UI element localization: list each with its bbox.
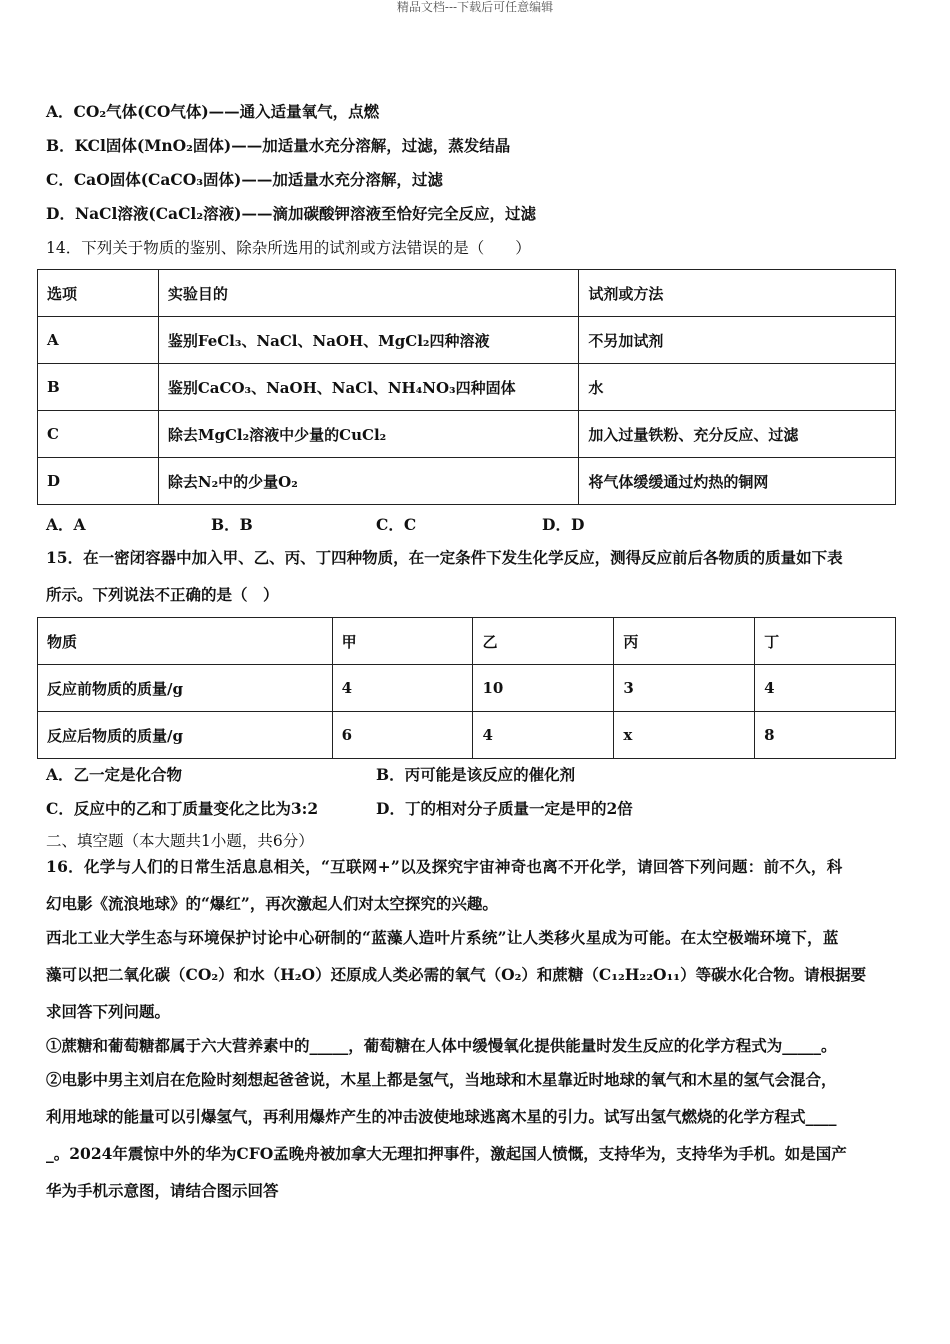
q15-options-row1 (46, 763, 896, 785)
table-header-cell: 实验目的 (158, 270, 579, 317)
q16-line8: 利用地球的能量可以引爆氢气，再利用爆炸产生的冲击波使地球逃离木星的引力。试写出氢气燃烧的化学方程式____ (46, 1107, 837, 1126)
table-cell: C (38, 411, 159, 458)
table-cell: 6 (332, 712, 473, 759)
table-cell: 10 (473, 665, 614, 712)
q13-option-d: D．NaCl溶液(CaCl₂溶液)——滴加碳酸钾溶液至恰好完全反应，过滤 (46, 204, 536, 223)
q16-line2: 幻电影《流浪地球》的“爆红”，再次激起人们对太空探究的兴趣。 (46, 894, 498, 913)
table-cell: 反应前物质的质量/g (38, 665, 333, 712)
q15-option-a: A．乙一定是化合物 (46, 765, 183, 784)
q14-option-d: D．D (542, 515, 585, 534)
table-row (38, 665, 896, 712)
q15-stem-line2: 所示。下列说法不正确的是（ ） (46, 585, 279, 604)
table-row (38, 712, 896, 759)
q15-option-d: D．丁的相对分子质量一定是甲的2倍 (376, 799, 633, 818)
q16-line5: 求回答下列问题。 (46, 1002, 171, 1021)
table-cell: 除去MgCl₂溶液中少量的CuCl₂ (158, 411, 579, 458)
table-header-cell: 选项 (38, 270, 159, 317)
table-header-cell: 物质 (38, 618, 333, 665)
q15-stem-line1: 15．在一密闭容器中加入甲、乙、丙、丁四种物质，在一定条件下发生化学反应，测得反应前后各物质的质量如下表 (46, 548, 843, 567)
q16-line1: 16．化学与人们的日常生活息息相关，“互联网+”以及探究宇宙神奇也离不开化学，请回答下列问题：前不久，科 (46, 857, 843, 876)
q16-line6: ①蔗糖和葡萄糖都属于六大营养素中的_____，葡萄糖在人体中缓慢氧化提供能量时发生反应的化学方程式为_____。 (46, 1036, 837, 1055)
table-cell: 3 (614, 665, 755, 712)
q16-line7: ②电影中男主刘启在危险时刻想起爸爸说，木星上都是氢气，当地球和木星靠近时地球的氧气和木星的氢气会混合， (46, 1070, 837, 1089)
table-cell: 8 (755, 712, 896, 759)
q14-option-a: A．A (46, 515, 86, 534)
table-header-cell: 乙 (473, 618, 614, 665)
table-cell: B (38, 364, 159, 411)
q16-line10: 华为手机示意图，请结合图示回答 (46, 1181, 279, 1200)
page-header: 精品文档---下载后可任意编辑 (396, 0, 554, 14)
q14-options (46, 513, 646, 535)
q14-stem: 14．下列关于物质的鉴别、除杂所选用的试剂或方法错误的是（ ） (46, 239, 531, 257)
table-row (38, 317, 896, 364)
table-cell: 水 (579, 364, 896, 411)
table-cell: 反应后物质的质量/g (38, 712, 333, 759)
table-row (38, 458, 896, 505)
section-title: 二、填空题（本大题共1小题，共6分） (46, 832, 314, 850)
q15-options-row2 (46, 797, 896, 819)
q14-option-b: B．B (211, 515, 253, 534)
q16-line9: _。2024年震惊中外的华为CFO孟晚舟被加拿大无理扣押事件，激起国人愤慨，支持华为，支持华为手机。如是国产 (46, 1144, 847, 1163)
table-row (38, 364, 896, 411)
table-header-cell: 丙 (614, 618, 755, 665)
table-cell: 鉴别CaCO₃、NaOH、NaCl、NH₄NO₃四种固体 (158, 364, 579, 411)
table-cell: D (38, 458, 159, 505)
q14-option-c: C．C (376, 515, 417, 534)
q13-option-a: A．CO₂气体(CO气体)——通入适量氧气，点燃 (46, 102, 380, 121)
q15-option-c: C．反应中的乙和丁质量变化之比为3:2 (46, 799, 319, 818)
table-cell: 将气体缓缓通过灼热的铜网 (579, 458, 896, 505)
q15-table (37, 617, 896, 759)
table-header-cell: 甲 (332, 618, 473, 665)
q14-table (37, 269, 896, 505)
table-cell: 4 (755, 665, 896, 712)
q15-option-b: B．丙可能是该反应的催化剂 (376, 765, 576, 784)
table-cell: x (614, 712, 755, 759)
table-cell: 4 (332, 665, 473, 712)
table-cell: A (38, 317, 159, 364)
table-header-row (38, 270, 896, 317)
q13-option-c: C．CaO固体(CaCO₃固体)——加适量水充分溶解，过滤 (46, 170, 443, 189)
table-cell: 鉴别FeCl₃、NaCl、NaOH、MgCl₂四种溶液 (158, 317, 579, 364)
q16-line4: 藻可以把二氧化碳（CO₂）和水（H₂O）还原成人类必需的氧气（O₂）和蔗糖（C₁₂H₂₂O₁₁）等碳水化合物。请根据要 (46, 965, 867, 984)
table-cell: 4 (473, 712, 614, 759)
table-cell: 除去N₂中的少量O₂ (158, 458, 579, 505)
q13-option-b: B．KCl固体(MnO₂固体)——加适量水充分溶解，过滤，蒸发结晶 (46, 136, 511, 155)
q16-line3: 西北工业大学生态与环境保护讨论中心研制的“蓝藻人造叶片系统”让人类移火星成为可能。在太空极端环境下，蓝 (46, 928, 839, 947)
table-header-row (38, 618, 896, 665)
table-row (38, 411, 896, 458)
table-header-cell: 试剂或方法 (579, 270, 896, 317)
table-cell: 加入过量铁粉、充分反应、过滤 (579, 411, 896, 458)
table-header-cell: 丁 (755, 618, 896, 665)
table-cell: 不另加试剂 (579, 317, 896, 364)
